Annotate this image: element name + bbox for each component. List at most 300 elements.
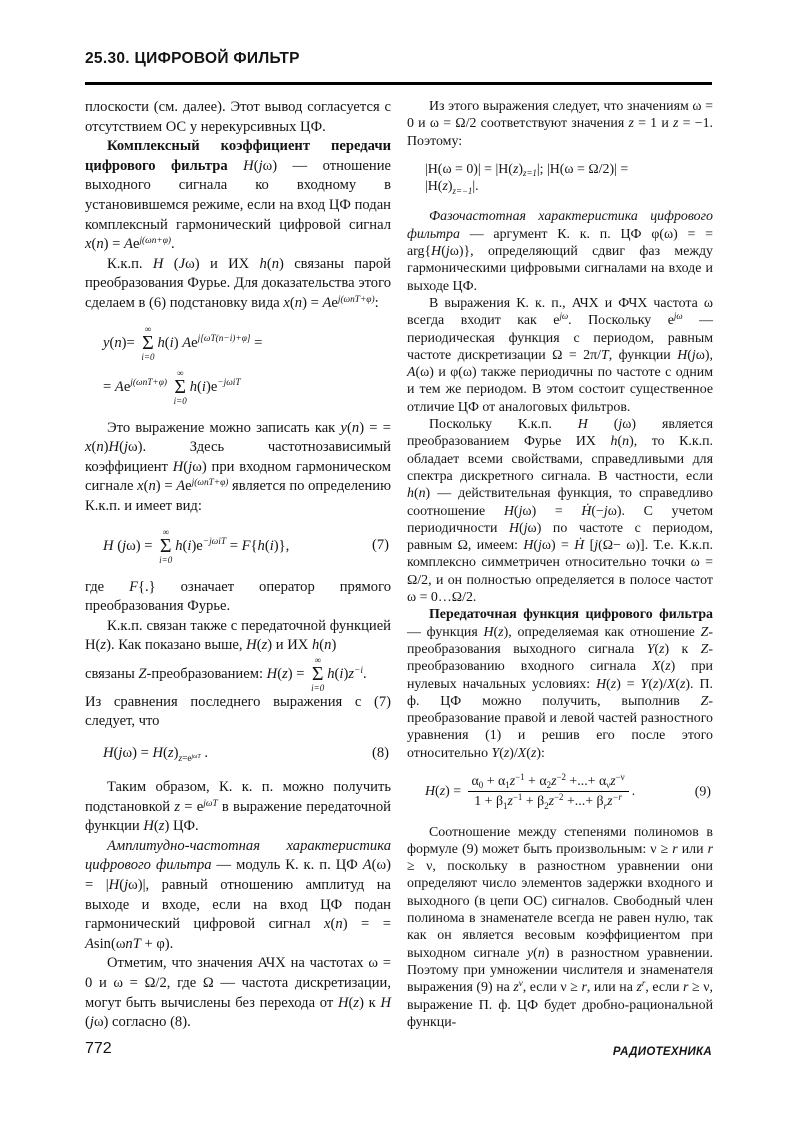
- formula-block: [85, 325, 391, 406]
- paragraph: [85, 98, 391, 137]
- text-run: h: [189, 378, 198, 395]
- paragraph: [85, 778, 391, 837]
- text-run: n: [335, 916, 343, 933]
- text-run: Y: [491, 745, 500, 761]
- text-run: Отметим, что значения АЧХ на частотах ω = 0 и ω = Ω/2, где Ω — частота дискретизации, могут быть вычислены без перехода от: [85, 955, 391, 1011]
- text-run: ) при нулевых начальных условиях:: [407, 659, 713, 692]
- summation-symbol: [141, 325, 154, 362]
- text-run: =e: [182, 753, 192, 764]
- text-run: z: [665, 659, 671, 675]
- text-run: [167, 378, 171, 394]
- text-run: {.} означает оператор прямого преобразования Фурье.: [85, 578, 391, 615]
- text-run: (: [119, 439, 124, 456]
- text-run: j: [258, 157, 263, 174]
- text-run: (: [143, 478, 149, 495]
- text-run: + φ).: [140, 935, 174, 952]
- text-run: i: [339, 665, 344, 682]
- text-run: ): [518, 161, 523, 177]
- text-run: −1: [512, 792, 523, 803]
- text-run: h: [407, 486, 414, 502]
- formula-content: [425, 161, 679, 196]
- text-run: плоскости (см. далее). Этот вывод согласуется с отсутствием ОС у нерекурсивных ЦФ.: [85, 99, 391, 135]
- text-run: (: [519, 520, 524, 536]
- text-run: n: [324, 637, 332, 654]
- text-run: x: [283, 294, 290, 311]
- text-run: — функция: [407, 624, 484, 640]
- text-run: r: [641, 978, 646, 989]
- text-run: ≥ ν, поскольку в разностном уравнении они определяют число элементов задержки входного и выходного (в цепи ОС) сигналов. Свободный член полинома в знаменателе всегда не равен нулю, так как он является весовым коэффициентом при выходном сигнале: [407, 859, 713, 961]
- text-run: |H(ω = 0)| = |H(: [425, 161, 513, 177]
- formula-content: [103, 325, 262, 362]
- text-run: ω)|, равный отношению амплитуд на выходе и входе, если на вход ЦФ подан гармонический цифровой сигнал: [85, 877, 391, 933]
- text-run: Y: [640, 676, 649, 692]
- text-run: + β: [522, 794, 545, 810]
- formula-block: [407, 773, 713, 811]
- sum-lower-limit: i=0: [173, 395, 187, 406]
- summation-symbol: [174, 369, 187, 406]
- text-run: ω),: [695, 347, 713, 363]
- text-run: y: [103, 334, 110, 351]
- text-run: j: [518, 503, 523, 519]
- text-run: e: [191, 334, 198, 351]
- text-run: z: [509, 773, 516, 789]
- text-run: ) =: [445, 783, 465, 799]
- text-run: ω) является преобразованием Фурье ИХ: [407, 417, 713, 450]
- text-run: −r: [612, 792, 622, 803]
- paragraph: [85, 578, 391, 617]
- text-run: ω) =: [122, 745, 153, 762]
- text-run: Z: [700, 693, 709, 709]
- text-run: = 1 и: [633, 116, 674, 132]
- text-run: (: [264, 537, 270, 554]
- text-run: ) к: [359, 994, 381, 1011]
- text-run: z: [174, 798, 181, 815]
- text-run: ω) и ИХ: [185, 255, 260, 272]
- text-run: n: [294, 294, 303, 311]
- text-run: (−: [591, 503, 604, 519]
- formula-content: [103, 369, 241, 406]
- text-run: (: [347, 419, 352, 436]
- paragraph: [85, 419, 391, 517]
- text-run: [178, 754, 200, 764]
- text-run: (: [687, 347, 692, 363]
- text-run: )/: [658, 676, 667, 692]
- text-run: z: [498, 624, 504, 640]
- text-run: H: [108, 877, 120, 894]
- text-run: Из этого выражения следует, что значениям ω = 0 и ω = Ω/2 соответствуют значения: [407, 99, 713, 132]
- paragraph: [407, 824, 713, 1032]
- text-run: ) = =: [359, 419, 391, 436]
- text-run: (: [113, 745, 119, 762]
- text-run: ) связаны парой преобразования Фурье. Для доказательства этого сделаем в (6) подстановку вида: [85, 255, 391, 311]
- text-run: z: [610, 676, 617, 692]
- text-run: z=1: [522, 168, 537, 179]
- text-run: (: [183, 458, 189, 475]
- text-run: (: [91, 439, 97, 456]
- text-run: h: [311, 637, 320, 654]
- text-run: H: [503, 503, 514, 519]
- text-run: z: [507, 794, 513, 810]
- text-run: (: [256, 637, 262, 654]
- text-run: ν: [606, 780, 611, 791]
- text-run: )e: [191, 537, 203, 554]
- text-run: (ω) = |: [85, 857, 391, 894]
- text-run: ): [173, 745, 179, 762]
- text-run: z: [512, 161, 519, 177]
- text-run: (: [85, 1014, 90, 1031]
- text-run: (: [319, 637, 325, 654]
- text-run: H: [103, 537, 114, 554]
- text-run: jω: [559, 311, 569, 322]
- text-run: n: [622, 434, 630, 450]
- text-run: :: [374, 294, 379, 311]
- text-run: z: [551, 773, 557, 789]
- text-run: (: [348, 994, 354, 1011]
- text-run: z: [353, 994, 360, 1011]
- display-formula: [85, 325, 391, 362]
- text-run: Это выражение можно записать как: [107, 419, 341, 436]
- display-formula: [407, 773, 713, 811]
- text-run: r: [672, 841, 678, 857]
- text-run: Z: [138, 665, 147, 682]
- text-run: j: [188, 458, 193, 475]
- text-run: ) =: [155, 478, 177, 495]
- text-run: .: [631, 783, 636, 799]
- text-run: n: [418, 486, 426, 502]
- text-run: -преобразованием:: [146, 665, 267, 682]
- sum-upper-limit: ∞: [162, 526, 169, 537]
- text-run: (: [113, 537, 123, 554]
- text-run: является по определению К.к.п. и имеет вид:: [85, 478, 392, 514]
- text-run: i: [269, 537, 274, 554]
- text-run: −i: [354, 665, 363, 676]
- text-run: n: [351, 419, 360, 436]
- paragraph: [85, 656, 391, 693]
- text-run: ): [331, 637, 337, 654]
- paragraph: [85, 693, 391, 732]
- text-run: ): [173, 334, 183, 351]
- paragraph: [407, 98, 713, 150]
- text-run: F: [241, 537, 251, 554]
- text-run: (: [648, 676, 653, 692]
- text-run: i: [201, 378, 206, 395]
- text-run: H: [596, 676, 607, 692]
- text-run: r: [683, 980, 689, 996]
- text-run: z: [158, 818, 165, 835]
- text-run: z: [680, 676, 686, 692]
- paragraph: [85, 954, 391, 1032]
- equation-number: (9): [694, 784, 711, 800]
- text-run: z: [673, 116, 679, 132]
- text-run: =: [226, 537, 242, 554]
- text-run: (ω) и φ(ω) также периодичны по частоте с одним и тем же периодом. В этом состоит существенное отличие ЦФ от аналоговых фильтров.: [407, 365, 713, 415]
- text-run: i: [169, 334, 174, 351]
- text-run: (: [533, 945, 538, 961]
- text-run: j(ωn+φ): [139, 236, 171, 247]
- summation-symbol: [159, 528, 172, 565]
- text-run: {: [250, 537, 258, 554]
- text-run: n: [114, 334, 122, 351]
- sum-lower-limit: i=0: [159, 554, 173, 565]
- formula-content: [103, 528, 289, 565]
- text-run: Z: [700, 641, 709, 657]
- text-run: )e: [205, 378, 218, 395]
- text-run: x: [137, 478, 144, 495]
- text-run: (: [654, 641, 660, 657]
- equation-number: (8): [371, 745, 389, 762]
- text-run: J: [178, 255, 186, 272]
- formula-block: [85, 743, 391, 765]
- sum-upper-limit: ∞: [176, 367, 184, 378]
- text-run: Ḣ: [574, 538, 585, 554]
- text-run: ω) при входном гармоническом сигнале: [85, 458, 392, 495]
- text-run: H: [152, 255, 164, 272]
- text-run: j: [122, 537, 127, 554]
- text-run: (: [277, 665, 283, 682]
- text-run: Соотношение между степенями полиномов в формуле (9) может быть произвольным: ν ≥: [407, 824, 713, 857]
- text-run: H: [523, 538, 534, 554]
- text-run: +...+ β: [563, 794, 604, 810]
- fraction-denominator: [468, 791, 629, 810]
- text-run: H: [266, 665, 278, 682]
- text-run: j: [118, 745, 123, 762]
- text-run: X: [666, 676, 676, 692]
- text-run: z: [513, 980, 519, 996]
- section-header: 25.30. ЦИФРОВОЙ ФИЛЬТР: [85, 50, 300, 67]
- text-run: — аргумент К. к. п. ЦФ φ(ω) = = arg{: [407, 226, 713, 260]
- text-run: (: [119, 877, 125, 894]
- sigma-glyph: Σ: [142, 331, 154, 354]
- text-run: H: [108, 439, 120, 456]
- text-run: i: [187, 537, 192, 554]
- text-run: z=−1: [452, 185, 473, 196]
- fraction: [468, 773, 629, 811]
- text-run: = −1. Поэтому:: [407, 116, 713, 149]
- text-run: x: [324, 916, 331, 933]
- paragraph: [85, 137, 391, 255]
- text-run: n: [96, 439, 104, 456]
- formula-content: [425, 773, 635, 811]
- text-run: (: [513, 503, 519, 519]
- text-run: , если ν ≥: [522, 980, 582, 996]
- paragraph: [85, 837, 391, 955]
- text-run: Фазочастотная характеристика цифрового фильтра: [407, 209, 713, 242]
- text-run: j: [691, 347, 696, 363]
- text-run: y: [527, 945, 534, 961]
- text-run: — периодическая функция с периодом, равным частоте дискретизации Ω = 2π/: [407, 313, 714, 363]
- text-run: H: [243, 157, 254, 174]
- text-run: (: [660, 659, 666, 675]
- page-number: 772: [85, 1040, 112, 1057]
- display-formula: [85, 743, 391, 765]
- text-run: n: [537, 945, 545, 961]
- text-run: z: [442, 179, 448, 195]
- text-run: + α: [524, 773, 547, 789]
- text-run: (: [617, 434, 623, 450]
- text-run: j(ωnT+φ): [191, 478, 229, 489]
- text-run: )/: [509, 745, 518, 761]
- text-run: −jωiT: [217, 378, 241, 389]
- text-run: H: [431, 244, 442, 260]
- text-run: (: [334, 665, 340, 682]
- text-run: 0: [478, 780, 484, 791]
- text-run: [: [584, 538, 595, 554]
- formula-block: [407, 161, 713, 196]
- text-run: jωT: [191, 753, 201, 760]
- text-run: z: [261, 637, 268, 654]
- text-run: H: [337, 994, 349, 1011]
- text-run: H: [677, 347, 688, 363]
- text-run: (: [91, 236, 97, 253]
- paragraph: [407, 295, 713, 416]
- text-run: Амплитудно-частотная характеристика цифрового фильтра: [85, 837, 391, 874]
- paragraph: [85, 617, 391, 656]
- text-run: (: [533, 538, 539, 554]
- text-run: A: [114, 378, 124, 395]
- text-run: ν: [518, 978, 523, 989]
- text-run: h: [175, 537, 183, 554]
- text-run: n: [96, 236, 104, 253]
- text-run: n: [271, 255, 279, 272]
- text-run: jω: [673, 311, 683, 322]
- text-run: z: [636, 980, 642, 996]
- text-run: ω)}, определяющий сдвиг фаз между гармоническими цифровыми сигналами на входе и выходе ЦФ.: [407, 244, 713, 294]
- text-run: −ν: [615, 772, 625, 783]
- text-run: (: [164, 334, 170, 351]
- text-run: z: [348, 665, 355, 682]
- text-run: (: [109, 334, 115, 351]
- text-run: z: [100, 637, 107, 654]
- text-run: , или на: [586, 980, 637, 996]
- display-formula: [85, 369, 391, 406]
- text-run: j: [124, 877, 129, 894]
- text-run: )=: [121, 334, 139, 351]
- text-run: ): [343, 665, 349, 682]
- text-run: или: [677, 841, 708, 857]
- text-run: A: [176, 478, 186, 495]
- text-run: z: [628, 116, 634, 132]
- text-run: z: [610, 773, 616, 789]
- sigma-glyph: Σ: [174, 375, 187, 398]
- text-run: j: [603, 503, 608, 519]
- text-run: -преобразования выходного сигнала: [407, 624, 713, 657]
- text-run: A: [124, 236, 133, 253]
- text-run: j: [445, 244, 450, 260]
- text-run: (: [253, 157, 259, 174]
- text-run: H: [143, 818, 154, 835]
- text-run: X: [652, 659, 661, 675]
- text-run: (: [153, 818, 159, 835]
- text-run: e: [123, 378, 131, 395]
- text-run: в выражение передаточной функции: [85, 798, 391, 835]
- text-run: + α: [483, 773, 506, 789]
- text-run: A: [85, 935, 94, 952]
- display-formula: [85, 528, 391, 565]
- text-run: =: [250, 334, 263, 351]
- text-run: H: [172, 458, 184, 475]
- text-run: H: [380, 994, 392, 1011]
- text-run: (: [413, 486, 419, 502]
- text-run: ) =: [616, 676, 641, 692]
- text-run: ω) =: [541, 538, 575, 554]
- text-run: −2: [556, 772, 566, 783]
- text-run: n: [148, 478, 156, 495]
- equation-number: (7): [371, 537, 389, 554]
- text-run: . Поскольку e: [568, 313, 674, 329]
- text-run: 1 + β: [474, 794, 504, 810]
- text-run: z: [167, 745, 174, 762]
- text-run: ) =: [287, 665, 309, 682]
- text-run: -преобразованию входного сигнала: [407, 641, 713, 675]
- text-run: 1: [505, 780, 510, 791]
- text-run: ) к: [664, 641, 701, 657]
- text-run: ) и ИХ: [267, 637, 312, 654]
- text-run: ) =: [103, 236, 125, 253]
- text-run: r: [581, 980, 587, 996]
- text-run: z: [548, 794, 555, 810]
- text-run: )},: [273, 537, 290, 554]
- text-run: ω) =: [126, 537, 157, 554]
- text-run: −2: [554, 792, 564, 803]
- text-run: (: [266, 255, 272, 272]
- text-run: .: [200, 745, 209, 762]
- paragraph: [407, 416, 713, 606]
- text-run: Таким образом, К. к. п. можно получить подстановкой: [85, 779, 391, 815]
- text-run: j[ωT(n−i)+φ]: [197, 334, 251, 345]
- text-run: (: [587, 417, 619, 433]
- text-run: z: [607, 794, 613, 810]
- text-run: e: [331, 294, 338, 311]
- text-run: jωT: [203, 798, 218, 809]
- text-run: j: [123, 439, 129, 456]
- text-run: j: [538, 538, 542, 554]
- text-run: , функции: [608, 347, 678, 363]
- text-run: z: [659, 641, 665, 657]
- text-run: 1: [503, 800, 508, 811]
- text-run: ≥ ν, выражение П. ф. ЦФ будет дробно-рациональной функци-: [407, 980, 713, 1030]
- sum-lower-limit: i=0: [141, 351, 155, 362]
- text-run: 2: [544, 800, 549, 811]
- text-run: j: [523, 520, 528, 536]
- sigma-glyph: Σ: [159, 534, 172, 557]
- text-run: z: [530, 745, 537, 761]
- text-run: (: [330, 916, 336, 933]
- text-run: |.: [472, 179, 479, 195]
- text-run: ω) =: [522, 503, 582, 519]
- display-formula: [407, 161, 713, 196]
- text-run: e: [132, 236, 140, 253]
- text-run: H: [103, 745, 114, 762]
- sigma-glyph: Σ: [311, 662, 324, 685]
- text-run: y: [340, 419, 348, 436]
- text-run: К.к.п.: [107, 255, 153, 272]
- text-run: Ḣ: [581, 503, 592, 519]
- paragraph: [407, 606, 713, 762]
- paragraph: [85, 255, 391, 314]
- text-run: 2: [546, 780, 552, 791]
- text-run: ) =: [302, 294, 323, 311]
- text-run: j: [89, 1014, 94, 1031]
- text-run: ) ЦФ.: [164, 818, 199, 835]
- text-run: =: [103, 378, 115, 395]
- text-run: A: [182, 334, 192, 351]
- text-run: j: [594, 538, 599, 554]
- text-run: H: [246, 637, 257, 654]
- text-run: ) — действительная функция, то справедливо соотношение: [407, 486, 713, 519]
- sum-upper-limit: ∞: [314, 654, 321, 665]
- text-run: ). П. ф. ЦФ можно получить, выполнив: [407, 676, 713, 709]
- text-run: ω). С учетом периодичности: [407, 503, 713, 536]
